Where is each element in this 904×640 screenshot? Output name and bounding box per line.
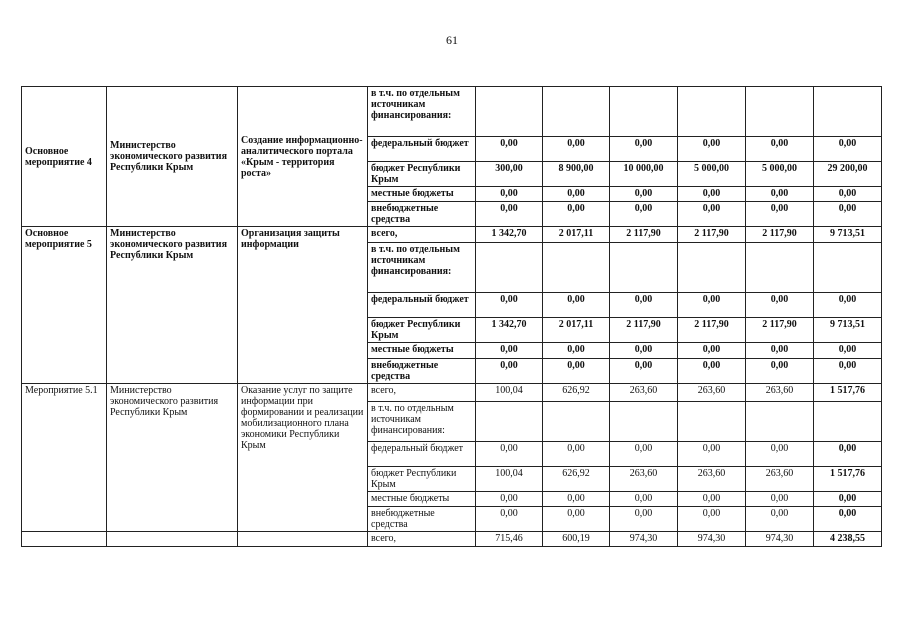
source-label: всего, <box>368 384 476 402</box>
value-cell: 974,30 <box>746 532 814 547</box>
table-row <box>22 384 882 402</box>
activity-cell: Мероприятие 5.1 <box>22 384 107 532</box>
value-cell <box>746 87 814 137</box>
value-cell: 2 117,90 <box>610 227 678 243</box>
value-cell: 0,00 <box>746 293 814 318</box>
value-cell: 0,00 <box>476 507 543 532</box>
value-cell <box>746 402 814 442</box>
value-cell <box>610 87 678 137</box>
value-cell <box>610 402 678 442</box>
value-cell: 0,00 <box>746 442 814 467</box>
value-cell: 600,19 <box>543 532 610 547</box>
source-label: внебюджетные средства <box>368 507 476 532</box>
value-cell: 974,30 <box>678 532 746 547</box>
value-cell <box>476 402 543 442</box>
value-cell: 10 000,00 <box>610 162 678 187</box>
value-cell: 0,00 <box>814 202 882 227</box>
value-cell: 5 000,00 <box>678 162 746 187</box>
source-label: бюджет Республики Крым <box>368 162 476 187</box>
value-cell: 626,92 <box>543 467 610 492</box>
value-cell: 0,00 <box>476 202 543 227</box>
value-cell <box>678 87 746 137</box>
value-cell <box>814 402 882 442</box>
value-cell: 0,00 <box>814 442 882 467</box>
value-cell: 0,00 <box>678 442 746 467</box>
value-cell: 0,00 <box>746 202 814 227</box>
value-cell <box>476 87 543 137</box>
value-cell: 2 117,90 <box>746 318 814 343</box>
value-cell: 0,00 <box>543 293 610 318</box>
value-cell: 715,46 <box>476 532 543 547</box>
value-cell: 4 238,55 <box>814 532 882 547</box>
source-label: бюджет Республики Крым <box>368 318 476 343</box>
value-cell: 0,00 <box>610 343 678 359</box>
value-cell: 9 713,51 <box>814 318 882 343</box>
value-cell: 0,00 <box>678 137 746 162</box>
value-cell: 0,00 <box>476 187 543 202</box>
value-cell: 0,00 <box>746 137 814 162</box>
value-cell: 0,00 <box>678 507 746 532</box>
value-cell: 0,00 <box>543 187 610 202</box>
executor-cell: Министерство экономического развития Республики Крым <box>107 87 238 227</box>
value-cell: 0,00 <box>476 442 543 467</box>
description-cell: Организация защиты информации <box>238 227 368 384</box>
value-cell: 0,00 <box>476 137 543 162</box>
value-cell: 0,00 <box>543 202 610 227</box>
value-cell <box>476 243 543 293</box>
source-label: местные бюджеты <box>368 343 476 359</box>
value-cell: 2 017,11 <box>543 227 610 243</box>
value-cell <box>678 243 746 293</box>
value-cell: 9 713,51 <box>814 227 882 243</box>
value-cell: 0,00 <box>543 343 610 359</box>
value-cell: 0,00 <box>610 137 678 162</box>
source-label: федеральный бюджет <box>368 293 476 318</box>
source-label: внебюджетные средства <box>368 359 476 384</box>
value-cell: 2 017,11 <box>543 318 610 343</box>
source-label: федеральный бюджет <box>368 442 476 467</box>
source-label: в т.ч. по отдельным источникам финансирования: <box>368 243 476 293</box>
value-cell: 0,00 <box>543 137 610 162</box>
value-cell: 29 200,00 <box>814 162 882 187</box>
value-cell: 0,00 <box>746 343 814 359</box>
source-label: в т.ч. по отдельным источникам финансирования: <box>368 402 476 442</box>
value-cell: 0,00 <box>476 343 543 359</box>
value-cell: 0,00 <box>746 187 814 202</box>
value-cell: 0,00 <box>543 492 610 507</box>
value-cell: 2 117,90 <box>678 318 746 343</box>
value-cell: 263,60 <box>746 467 814 492</box>
value-cell: 100,04 <box>476 467 543 492</box>
value-cell <box>814 243 882 293</box>
value-cell: 0,00 <box>814 293 882 318</box>
value-cell: 0,00 <box>814 343 882 359</box>
value-cell: 0,00 <box>543 442 610 467</box>
value-cell: 0,00 <box>678 492 746 507</box>
description-cell: Создание информационно-аналитического портала «Крым - территория роста» <box>238 87 368 227</box>
value-cell: 2 117,90 <box>746 227 814 243</box>
activity-cell: Основное мероприятие 4 <box>22 87 107 227</box>
value-cell: 263,60 <box>610 384 678 402</box>
value-cell: 0,00 <box>610 202 678 227</box>
source-label: всего, <box>368 227 476 243</box>
value-cell: 974,30 <box>610 532 678 547</box>
activity-cell: Основное мероприятие 5 <box>22 227 107 384</box>
page-number: 61 <box>446 33 458 47</box>
value-cell: 1 342,70 <box>476 227 543 243</box>
value-cell: 100,04 <box>476 384 543 402</box>
value-cell: 0,00 <box>678 293 746 318</box>
value-cell: 0,00 <box>678 202 746 227</box>
value-cell: 0,00 <box>476 492 543 507</box>
value-cell: 0,00 <box>610 293 678 318</box>
value-cell: 0,00 <box>746 359 814 384</box>
value-cell <box>543 243 610 293</box>
value-cell: 8 900,00 <box>543 162 610 187</box>
value-cell: 0,00 <box>610 187 678 202</box>
value-cell <box>746 243 814 293</box>
value-cell <box>610 243 678 293</box>
value-cell <box>543 87 610 137</box>
description-cell <box>238 532 368 547</box>
value-cell: 2 117,90 <box>610 318 678 343</box>
value-cell: 1 517,76 <box>814 467 882 492</box>
value-cell: 263,60 <box>746 384 814 402</box>
activity-cell <box>22 532 107 547</box>
value-cell: 0,00 <box>610 359 678 384</box>
value-cell: 300,00 <box>476 162 543 187</box>
value-cell: 0,00 <box>814 359 882 384</box>
value-cell: 0,00 <box>746 507 814 532</box>
source-label: местные бюджеты <box>368 492 476 507</box>
value-cell: 0,00 <box>543 507 610 532</box>
executor-cell <box>107 532 238 547</box>
value-cell: 626,92 <box>543 384 610 402</box>
value-cell: 263,60 <box>678 467 746 492</box>
value-cell <box>814 87 882 137</box>
value-cell <box>678 402 746 442</box>
value-cell: 0,00 <box>610 492 678 507</box>
value-cell: 0,00 <box>610 507 678 532</box>
source-label: внебюджетные средства <box>368 202 476 227</box>
value-cell: 263,60 <box>678 384 746 402</box>
value-cell: 0,00 <box>746 492 814 507</box>
value-cell: 1 517,76 <box>814 384 882 402</box>
source-label: местные бюджеты <box>368 187 476 202</box>
value-cell: 0,00 <box>814 187 882 202</box>
source-label: бюджет Республики Крым <box>368 467 476 492</box>
value-cell <box>543 402 610 442</box>
budget-table <box>21 86 882 547</box>
value-cell: 0,00 <box>814 507 882 532</box>
value-cell: 0,00 <box>476 293 543 318</box>
value-cell: 2 117,90 <box>678 227 746 243</box>
table-row <box>22 227 882 243</box>
value-cell: 0,00 <box>814 492 882 507</box>
source-label: в т.ч. по отдельным источникам финансирования: <box>368 87 476 137</box>
description-cell: Оказание услуг по защите информации при формировании и реализации мобилизационного плана экономики Республики Крым <box>238 384 368 532</box>
value-cell: 0,00 <box>610 442 678 467</box>
table-row <box>22 87 882 137</box>
source-label: федеральный бюджет <box>368 137 476 162</box>
executor-cell: Министерство экономического развития Республики Крым <box>107 227 238 384</box>
value-cell: 0,00 <box>814 137 882 162</box>
value-cell: 0,00 <box>678 343 746 359</box>
value-cell: 0,00 <box>678 359 746 384</box>
value-cell: 0,00 <box>543 359 610 384</box>
source-label: всего, <box>368 532 476 547</box>
table-row <box>22 532 882 547</box>
value-cell: 5 000,00 <box>746 162 814 187</box>
executor-cell: Министерство экономического развития Республики Крым <box>107 384 238 532</box>
value-cell: 1 342,70 <box>476 318 543 343</box>
value-cell: 0,00 <box>678 187 746 202</box>
value-cell: 0,00 <box>476 359 543 384</box>
value-cell: 263,60 <box>610 467 678 492</box>
